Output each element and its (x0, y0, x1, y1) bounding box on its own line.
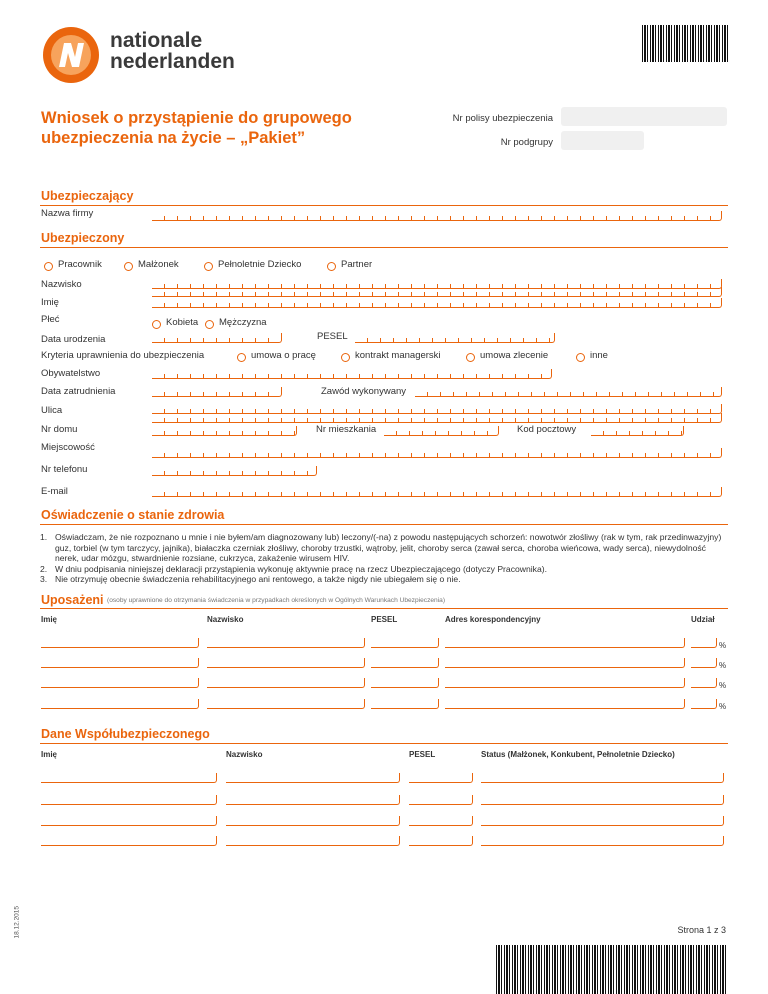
uposazeni-2-percent: % (719, 661, 727, 670)
company-name-label: Nazwa firmy (41, 208, 94, 219)
surname-label: Nazwisko (41, 279, 82, 290)
wspol-col-imie: Imię (41, 750, 58, 759)
flat-number-label: Nr mieszkania (316, 424, 377, 435)
wspol-2-nazwisko[interactable] (226, 795, 400, 805)
uposazeni-2-imie[interactable] (41, 658, 199, 668)
type-partner-radio[interactable] (327, 262, 336, 271)
barcode-bottom (496, 945, 728, 994)
uposazeni-3-adres[interactable] (445, 678, 685, 688)
postal-code-label: Kod pocztowy (517, 424, 577, 435)
health-item-3: 3. Nie otrzymuję obecnie świadczenia rehabilitacyjnego ani rentowego, a także nigdy nie ubiegałem się o nie. (40, 574, 461, 584)
email-field[interactable] (152, 487, 722, 497)
wspol-4-status[interactable] (481, 836, 724, 846)
criteria-inne-label: inne (590, 350, 608, 361)
criteria-kontrakt-label: kontrakt managerski (355, 350, 441, 361)
occupation-field[interactable] (415, 387, 722, 397)
sex-male-label: Mężczyzna (219, 317, 267, 328)
wspol-3-imie[interactable] (41, 816, 217, 826)
uposazeni-2-adres[interactable] (445, 658, 685, 668)
criteria-zlecenie-label: umowa zlecenie (480, 350, 549, 361)
postal-code-field[interactable] (591, 426, 684, 436)
wspol-2-imie[interactable] (41, 795, 217, 805)
wspol-1-status[interactable] (481, 773, 724, 783)
wspol-col-pesel: PESEL (409, 750, 436, 759)
nn-logo-icon (42, 26, 100, 84)
email-label: E-mail (41, 486, 68, 497)
uposazeni-1-imie[interactable] (41, 638, 199, 648)
type-partner-label: Partner (341, 259, 373, 270)
uposazeni-2-nazwisko[interactable] (207, 658, 365, 668)
uposazeni-1-pesel[interactable] (371, 638, 439, 648)
uposazeni-3-nazwisko[interactable] (207, 678, 365, 688)
brand-line1: nationale (110, 29, 203, 52)
uposazeni-col-udzial: Udział (691, 615, 715, 624)
uposazeni-4-percent: % (719, 702, 727, 711)
sex-female-radio[interactable] (152, 320, 161, 329)
criteria-umowa-praca-label: umowa o pracę (251, 350, 316, 361)
employment-date-label: Data zatrudnienia (41, 386, 116, 397)
criteria-inne-radio[interactable] (576, 353, 585, 362)
type-pracownik-label: Pracownik (58, 259, 102, 270)
wspol-4-nazwisko[interactable] (226, 836, 400, 846)
barcode-top (642, 25, 728, 62)
brand-line2: nederlanden (110, 50, 235, 73)
flat-number-field[interactable] (384, 426, 499, 436)
uposazeni-col-imie: Imię (41, 615, 58, 624)
sex-label: Płeć (41, 314, 60, 325)
type-malzonek-label: Małżonek (138, 259, 179, 270)
uposazeni-1-percent: % (719, 641, 727, 650)
uposazeni-3-pesel[interactable] (371, 678, 439, 688)
section-wspolubezpieczony: Dane Współubezpieczonego (41, 727, 210, 741)
surname-field-2[interactable] (152, 287, 722, 297)
wspol-1-nazwisko[interactable] (226, 773, 400, 783)
uposazeni-1-nazwisko[interactable] (207, 638, 365, 648)
name-field[interactable] (152, 298, 722, 308)
policy-number-label: Nr polisy ubezpieczenia (452, 113, 553, 124)
uposazeni-col-pesel: PESEL (371, 615, 398, 624)
city-label: Miejscowość (41, 442, 95, 453)
street-label: Ulica (41, 405, 63, 416)
pesel-field[interactable] (355, 333, 555, 343)
occupation-label: Zawód wykonywany (321, 386, 407, 397)
section-ubezpieczony: Ubezpieczony (41, 231, 125, 245)
uposazeni-4-imie[interactable] (41, 699, 199, 709)
uposazeni-note: (osoby uprawnione do otrzymania świadczenia w przypadkach określonych w Ogólnych Warunkach Ubezpieczenia) (107, 597, 446, 604)
uposazeni-4-adres[interactable] (445, 699, 685, 709)
page-number: Strona 1 z 3 (677, 925, 726, 935)
wspol-3-nazwisko[interactable] (226, 816, 400, 826)
criteria-umowa-praca-radio[interactable] (237, 353, 246, 362)
uposazeni-2-udzial[interactable] (691, 658, 717, 668)
page-title: Wniosek o przystąpienie do grupowego ubezpieczenia na życie – „Pakiet” (41, 109, 352, 147)
city-field[interactable] (152, 448, 722, 458)
wspol-col-status: Status (Małżonek, Konkubent, Pełnoletnie Dziecko) (481, 750, 675, 759)
pesel-label: PESEL (317, 331, 348, 342)
uposazeni-3-imie[interactable] (41, 678, 199, 688)
employment-date-field[interactable] (152, 387, 282, 397)
type-malzonek-radio[interactable] (124, 262, 133, 271)
sex-female-label: Kobieta (166, 317, 199, 328)
wspol-4-pesel[interactable] (409, 836, 473, 846)
wspol-4-imie[interactable] (41, 836, 217, 846)
subgroup-label: Nr podgrupy (500, 137, 553, 148)
name-label: Imię (41, 297, 59, 308)
house-number-field[interactable] (152, 426, 297, 436)
birth-date-field[interactable] (152, 333, 282, 343)
criteria-zlecenie-radio[interactable] (466, 353, 475, 362)
uposazeni-4-nazwisko[interactable] (207, 699, 365, 709)
brand-name (110, 30, 235, 72)
wspol-2-status[interactable] (481, 795, 724, 805)
uposazeni-col-adres: Adres korespondencyjny (445, 615, 541, 624)
health-item-1: 1. Oświadczam, że nie rozpoznano u mnie i nie byłem/am diagnozowany lub) leczony/(-na) z powodu następujących schorzeń: nowotwór złośliwy (rak w tym, rak przedinwazyjny) guz, torbiel (w tym tarczycy, jajnika), białaczka czerniak złośliwy, choroby trzustki, wątroby, jelit, choroby serca (zawał serca, choroba wieńcowa, wady serca), niewydolność nerek, udar mózgu, stwardnienie rozsiane, cukrzyca, zakażenie wirusem HIV. (40, 532, 722, 563)
wspol-1-imie[interactable] (41, 773, 217, 783)
citizenship-field[interactable] (152, 369, 552, 379)
type-dziecko-radio[interactable] (204, 262, 213, 271)
citizenship-label: Obywatelstwo (41, 368, 101, 379)
uposazeni-1-adres[interactable] (445, 638, 685, 648)
uposazeni-3-percent: % (719, 681, 727, 690)
type-dziecko-label: Pełnoletnie Dziecko (218, 259, 302, 270)
footer-date: 18.12.2015 (13, 905, 21, 939)
house-number-label: Nr domu (41, 424, 78, 435)
uposazeni-2-pesel[interactable] (371, 658, 439, 668)
street-field-2[interactable] (152, 413, 722, 423)
company-name-field[interactable] (152, 211, 722, 221)
health-declarations (40, 532, 730, 585)
policy-number-field[interactable] (561, 107, 727, 126)
health-item-2: 2. W dniu podpisania niniejszej deklaracji przystąpienia wykonuję aktywnie pracę na rzecz Ubezpieczającego (dotyczy Pracownika). (40, 563, 547, 574)
wspol-2-pesel[interactable] (409, 795, 473, 805)
subgroup-field[interactable] (561, 131, 644, 150)
section-health: Oświadczenie o stanie zdrowia (41, 508, 225, 522)
criteria-label: Kryteria uprawnienia do ubezpieczenia (41, 350, 205, 361)
birth-date-label: Data urodzenia (41, 334, 106, 345)
uposazeni-4-udzial[interactable] (691, 699, 717, 709)
phone-field[interactable] (152, 466, 317, 476)
section-uposazeni: Uposażeni (41, 593, 104, 607)
phone-label: Nr telefonu (41, 464, 88, 475)
wspol-3-status[interactable] (481, 816, 724, 826)
uposazeni-3-udzial[interactable] (691, 678, 717, 688)
wspol-col-nazwisko: Nazwisko (226, 750, 263, 759)
uposazeni-4-pesel[interactable] (371, 699, 439, 709)
sex-male-radio[interactable] (205, 320, 214, 329)
criteria-kontrakt-radio[interactable] (341, 353, 350, 362)
wspol-1-pesel[interactable] (409, 773, 473, 783)
uposazeni-col-nazwisko: Nazwisko (207, 615, 244, 624)
uposazeni-1-udzial[interactable] (691, 638, 717, 648)
section-ubezpieczajacy: Ubezpieczający (41, 189, 134, 203)
wspol-3-pesel[interactable] (409, 816, 473, 826)
type-pracownik-radio[interactable] (44, 262, 53, 271)
